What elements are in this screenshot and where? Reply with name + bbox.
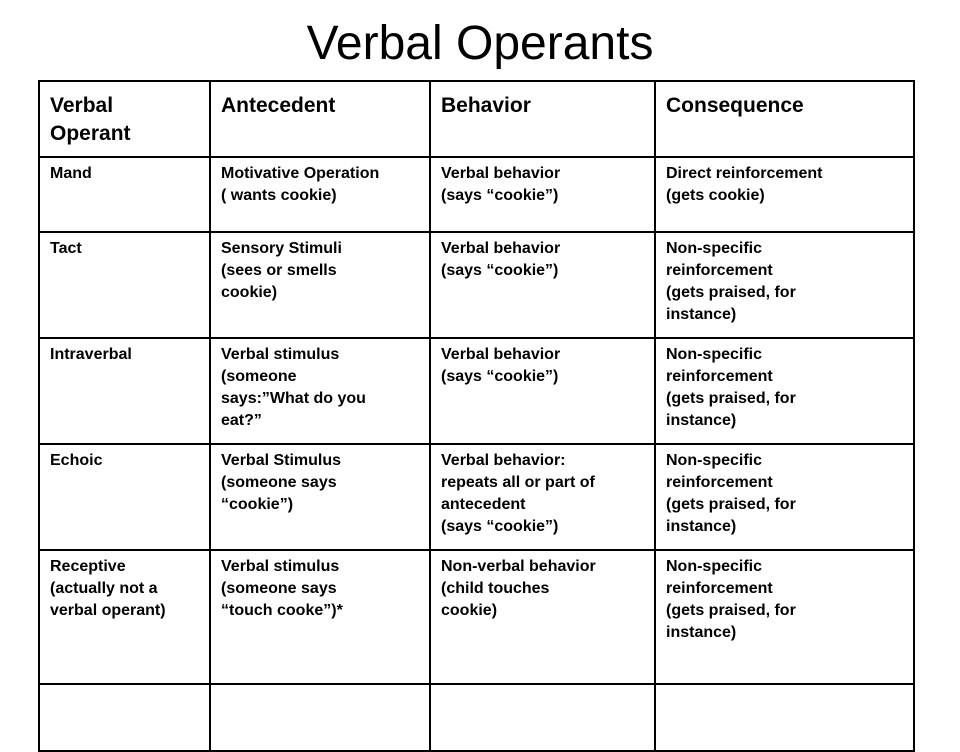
cell-behavior: Verbal behavior (says “cookie”)	[430, 157, 655, 232]
cell-behavior: Non-verbal behavior (child touches cookie)	[430, 550, 655, 684]
cell-antecedent	[210, 684, 430, 751]
table-row	[39, 444, 914, 550]
cell-verbal-operant	[39, 684, 210, 751]
cell-antecedent: Verbal stimulus (someone says:”What do you eat?”	[210, 338, 430, 444]
cell-verbal-operant: Mand	[39, 157, 210, 232]
verbal-operants-table	[38, 80, 915, 752]
cell-verbal-operant: Intraverbal	[39, 338, 210, 444]
cell-antecedent: Motivative Operation ( wants cookie)	[210, 157, 430, 232]
table-row	[39, 550, 914, 684]
cell-verbal-operant: Receptive (actually not a verbal operant)	[39, 550, 210, 684]
header-antecedent: Antecedent	[210, 81, 430, 157]
cell-consequence: Direct reinforcement (gets cookie)	[655, 157, 914, 232]
cell-behavior: Verbal behavior (says “cookie”)	[430, 232, 655, 338]
cell-consequence: Non-specific reinforcement (gets praised, for instance)	[655, 232, 914, 338]
table-row	[39, 338, 914, 444]
cell-consequence: Non-specific reinforcement (gets praised, for instance)	[655, 550, 914, 684]
header-consequence: Consequence	[655, 81, 914, 157]
cell-consequence	[655, 684, 914, 751]
cell-antecedent: Verbal Stimulus (someone says “cookie”)	[210, 444, 430, 550]
cell-behavior: Verbal behavior: repeats all or part of antecedent (says “cookie”)	[430, 444, 655, 550]
header-verbal-operant: Verbal Operant	[39, 81, 210, 157]
cell-consequence: Non-specific reinforcement (gets praised, for instance)	[655, 444, 914, 550]
table-row	[39, 157, 914, 232]
cell-behavior	[430, 684, 655, 751]
cell-antecedent: Verbal stimulus (someone says “touch cooke”)*	[210, 550, 430, 684]
table-row	[39, 232, 914, 338]
table-header-row	[39, 81, 914, 157]
header-behavior: Behavior	[430, 81, 655, 157]
cell-antecedent: Sensory Stimuli (sees or smells cookie)	[210, 232, 430, 338]
cell-behavior: Verbal behavior (says “cookie”)	[430, 338, 655, 444]
cell-consequence: Non-specific reinforcement (gets praised, for instance)	[655, 338, 914, 444]
table-row-empty	[39, 684, 914, 751]
cell-verbal-operant: Tact	[39, 232, 210, 338]
slide-title: Verbal Operants	[306, 17, 654, 70]
cell-verbal-operant: Echoic	[39, 444, 210, 550]
